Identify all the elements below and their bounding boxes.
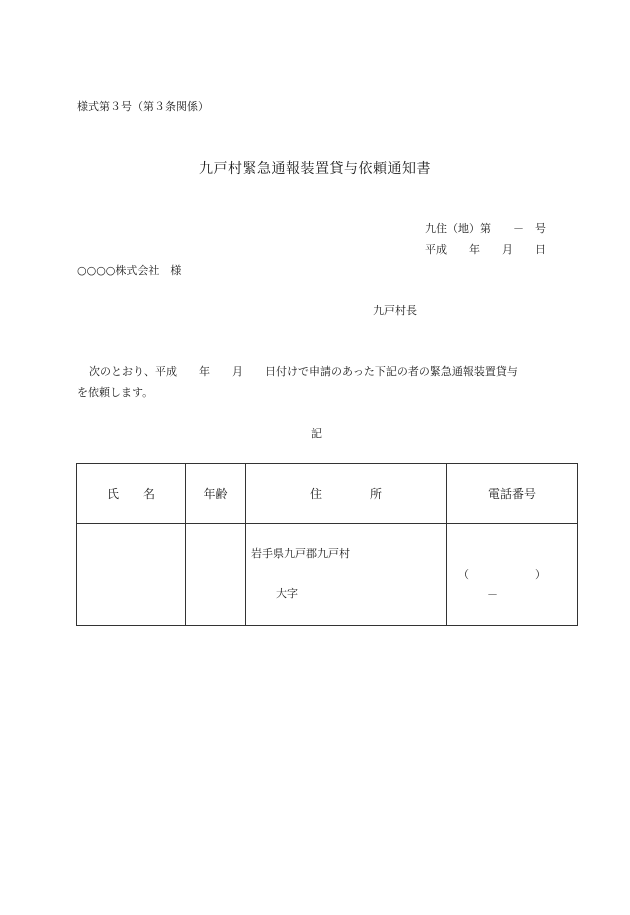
address-district: 大字 xyxy=(276,587,298,600)
phone-dash: － xyxy=(487,588,498,601)
table-header-row xyxy=(77,464,578,524)
header-name: 氏 名 xyxy=(77,464,186,524)
cell-name xyxy=(77,524,186,626)
addressee: ○○○○株式会社 様 xyxy=(77,264,182,277)
reference-number: 九住（地）第 － 号 xyxy=(425,222,546,235)
form-number: 様式第３号（第３条関係） xyxy=(77,100,209,113)
cell-phone xyxy=(447,524,578,626)
sender: 九戸村長 xyxy=(373,304,417,317)
header-age: 年齢 xyxy=(186,464,246,524)
body-text-line-1: 次のとおり、平成 年 月 日付けで申請のあった下記の者の緊急通報装置貸与 xyxy=(89,365,518,378)
table-row xyxy=(77,524,578,626)
reference-date: 平成 年 月 日 xyxy=(425,243,546,256)
header-phone: 電話番号 xyxy=(447,464,578,524)
header-address: 住 所 xyxy=(246,464,447,524)
applicant-table xyxy=(76,463,578,626)
cell-age xyxy=(186,524,246,626)
phone-area-code-parentheses: （ ） xyxy=(458,568,546,581)
body-text-line-2: を依頼します。 xyxy=(77,386,154,399)
address-prefecture: 岩手県九戸郡九戸村 xyxy=(251,547,350,560)
note-heading: 記 xyxy=(311,427,322,440)
document-title: 九戸村緊急通報装置貸与依頼通知書 xyxy=(199,161,431,177)
cell-address xyxy=(246,524,447,626)
